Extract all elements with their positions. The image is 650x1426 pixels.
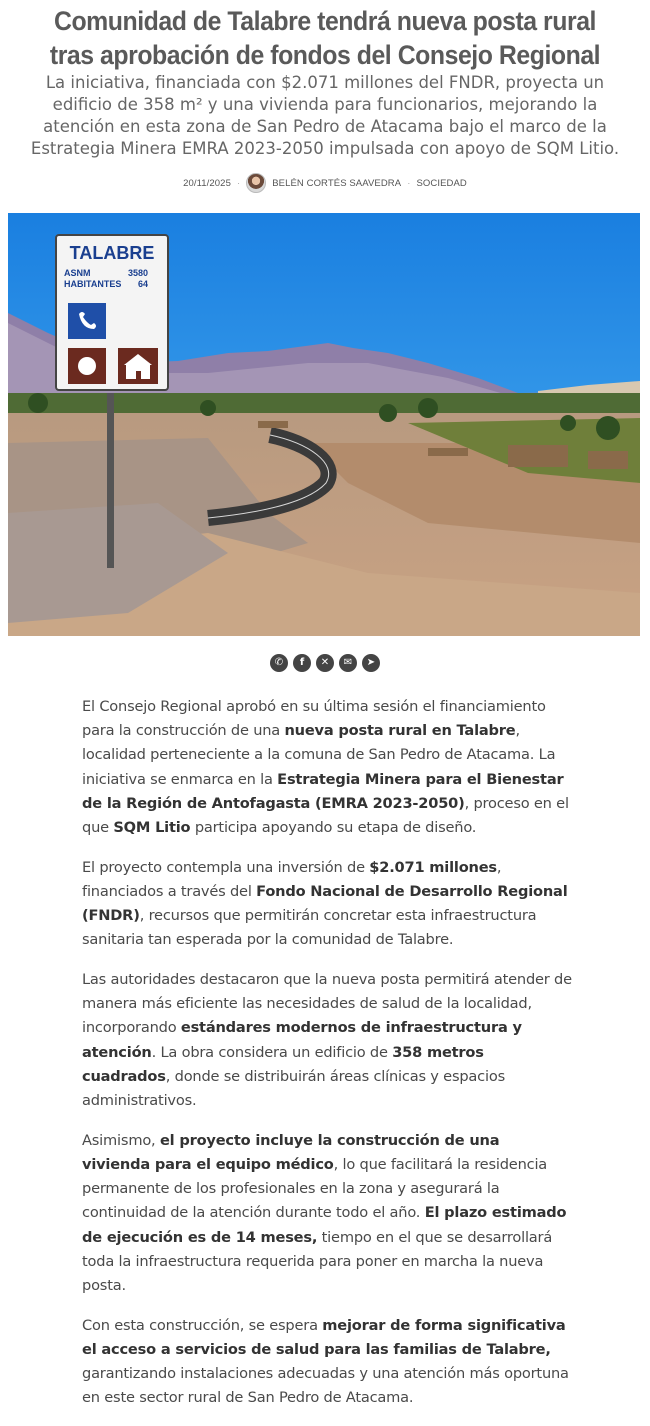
text-run: , financiados a través del xyxy=(82,858,502,900)
bold-text: 358 metros cuadrados xyxy=(82,1043,484,1085)
article-headline: Comunidad de Talabre tendrá nueva posta rural tras aprobación de fondos del Consejo Regional xyxy=(49,6,601,70)
article-body xyxy=(82,695,572,1426)
article-paragraph xyxy=(82,695,572,840)
bold-text: El plazo estimado de ejecución es de 14 meses, xyxy=(82,1204,567,1246)
text-run: , proceso en el que xyxy=(82,794,569,837)
article-paragraph xyxy=(82,1129,572,1298)
email-icon[interactable]: ✉ xyxy=(339,654,357,672)
sign-title: TALABRE xyxy=(69,243,155,263)
x-icon[interactable]: ✕ xyxy=(316,654,334,672)
article-paragraph xyxy=(82,856,572,953)
phone-icon xyxy=(68,303,106,339)
bold-text: estándares modernos de infraestructura y atención xyxy=(82,1019,522,1061)
category-link[interactable]: SOCIEDAD xyxy=(416,177,467,189)
bold-text: mejorar de forma significativa el acceso a servicios de salud para las familias de Talabre, xyxy=(82,1316,566,1358)
bold-text: nueva posta rural en Talabre xyxy=(284,722,516,740)
text-run: , lo que facilitará la residencia permanente de los profesionales en la zona y asegurará la continuidad de la atención durante todo el año. xyxy=(82,1155,548,1222)
sign-habitantes-value: 64 xyxy=(137,279,148,289)
publish-date: 20/11/2025 xyxy=(183,177,231,189)
sign-habitantes-label: HABITANTES xyxy=(64,279,122,289)
text-run: Con esta construcción, se espera xyxy=(82,1316,323,1334)
bold-text: Estrategia Minera para el Bienestar de la Región de Antofagasta (EMRA 2023-2050) xyxy=(82,770,564,812)
bold-text: SQM Litio xyxy=(113,819,191,837)
text-run: garantizando instalaciones adecuadas y una atención más oportuna en este sector rural de San Pedro de Atacama. xyxy=(82,1365,569,1407)
author-avatar[interactable] xyxy=(246,173,266,193)
hero-image xyxy=(8,213,640,636)
article-paragraph xyxy=(82,1314,572,1411)
author-name[interactable]: BELÉN CORTÉS SAAVEDRA xyxy=(272,177,402,189)
whatsapp-icon[interactable]: ✆ xyxy=(270,654,288,672)
bold-text: el proyecto incluye la construcción de una vivienda para el equipo médico xyxy=(82,1131,500,1173)
text-run: . La obra considera un edificio de xyxy=(151,1043,393,1061)
article-paragraph xyxy=(82,968,572,1113)
text-run: tiempo en el que se desarrollará toda la infraestructura requerida para poner en marcha la nueva posta. xyxy=(82,1228,553,1294)
text-run: , localidad perteneciente a la comuna de San Pedro de Atacama. La iniciativa se enmarca en la xyxy=(82,722,556,788)
meta-separator: · xyxy=(407,177,411,189)
bold-text: $2.071 millones xyxy=(369,858,497,876)
bold-text: Fondo Nacional de Desarrollo Regional (FNDR) xyxy=(82,882,568,925)
telegram-icon[interactable]: ➤ xyxy=(362,654,380,672)
meta-separator: · xyxy=(236,177,241,189)
text-run: , recursos que permitirán concretar esta infraestructura sanitaria tan esperada por la comunidad de Talabre. xyxy=(82,907,537,949)
sign-asnm-value: 3580 xyxy=(127,268,148,278)
text-run: Asimismo, xyxy=(82,1131,160,1149)
article-subtitle: La iniciativa, financiada con $2.071 millones del FNDR, proyecta un edificio de 358 m² y una vivienda para funcionarios, mejorando la atención en esta zona de San Pedro de Atacama bajo el marco de la Estrategia Minera EMRA 2023-2050 impulsada con apoyo de SQM Litio. xyxy=(30,73,620,158)
text-run: participa apoyando su etapa de diseño. xyxy=(190,819,477,837)
share-bar xyxy=(0,654,650,676)
facebook-icon[interactable]: f xyxy=(293,654,311,672)
text-run: , donde se distribuirán áreas clínicas y espacios administrativos. xyxy=(82,1067,505,1110)
text-run: El proyecto contempla una inversión de xyxy=(82,858,370,876)
article-meta xyxy=(0,170,650,196)
text-run: El Consejo Regional aprobó en su última sesión el financiamiento para la construcción de una xyxy=(82,698,546,740)
sign-asnm-label: ASNM xyxy=(64,268,91,278)
text-run: Las autoridades destacaron que la nueva posta permitirá atender de manera más eficiente las necesidades de salud de la localidad, incorporando xyxy=(82,971,572,1037)
